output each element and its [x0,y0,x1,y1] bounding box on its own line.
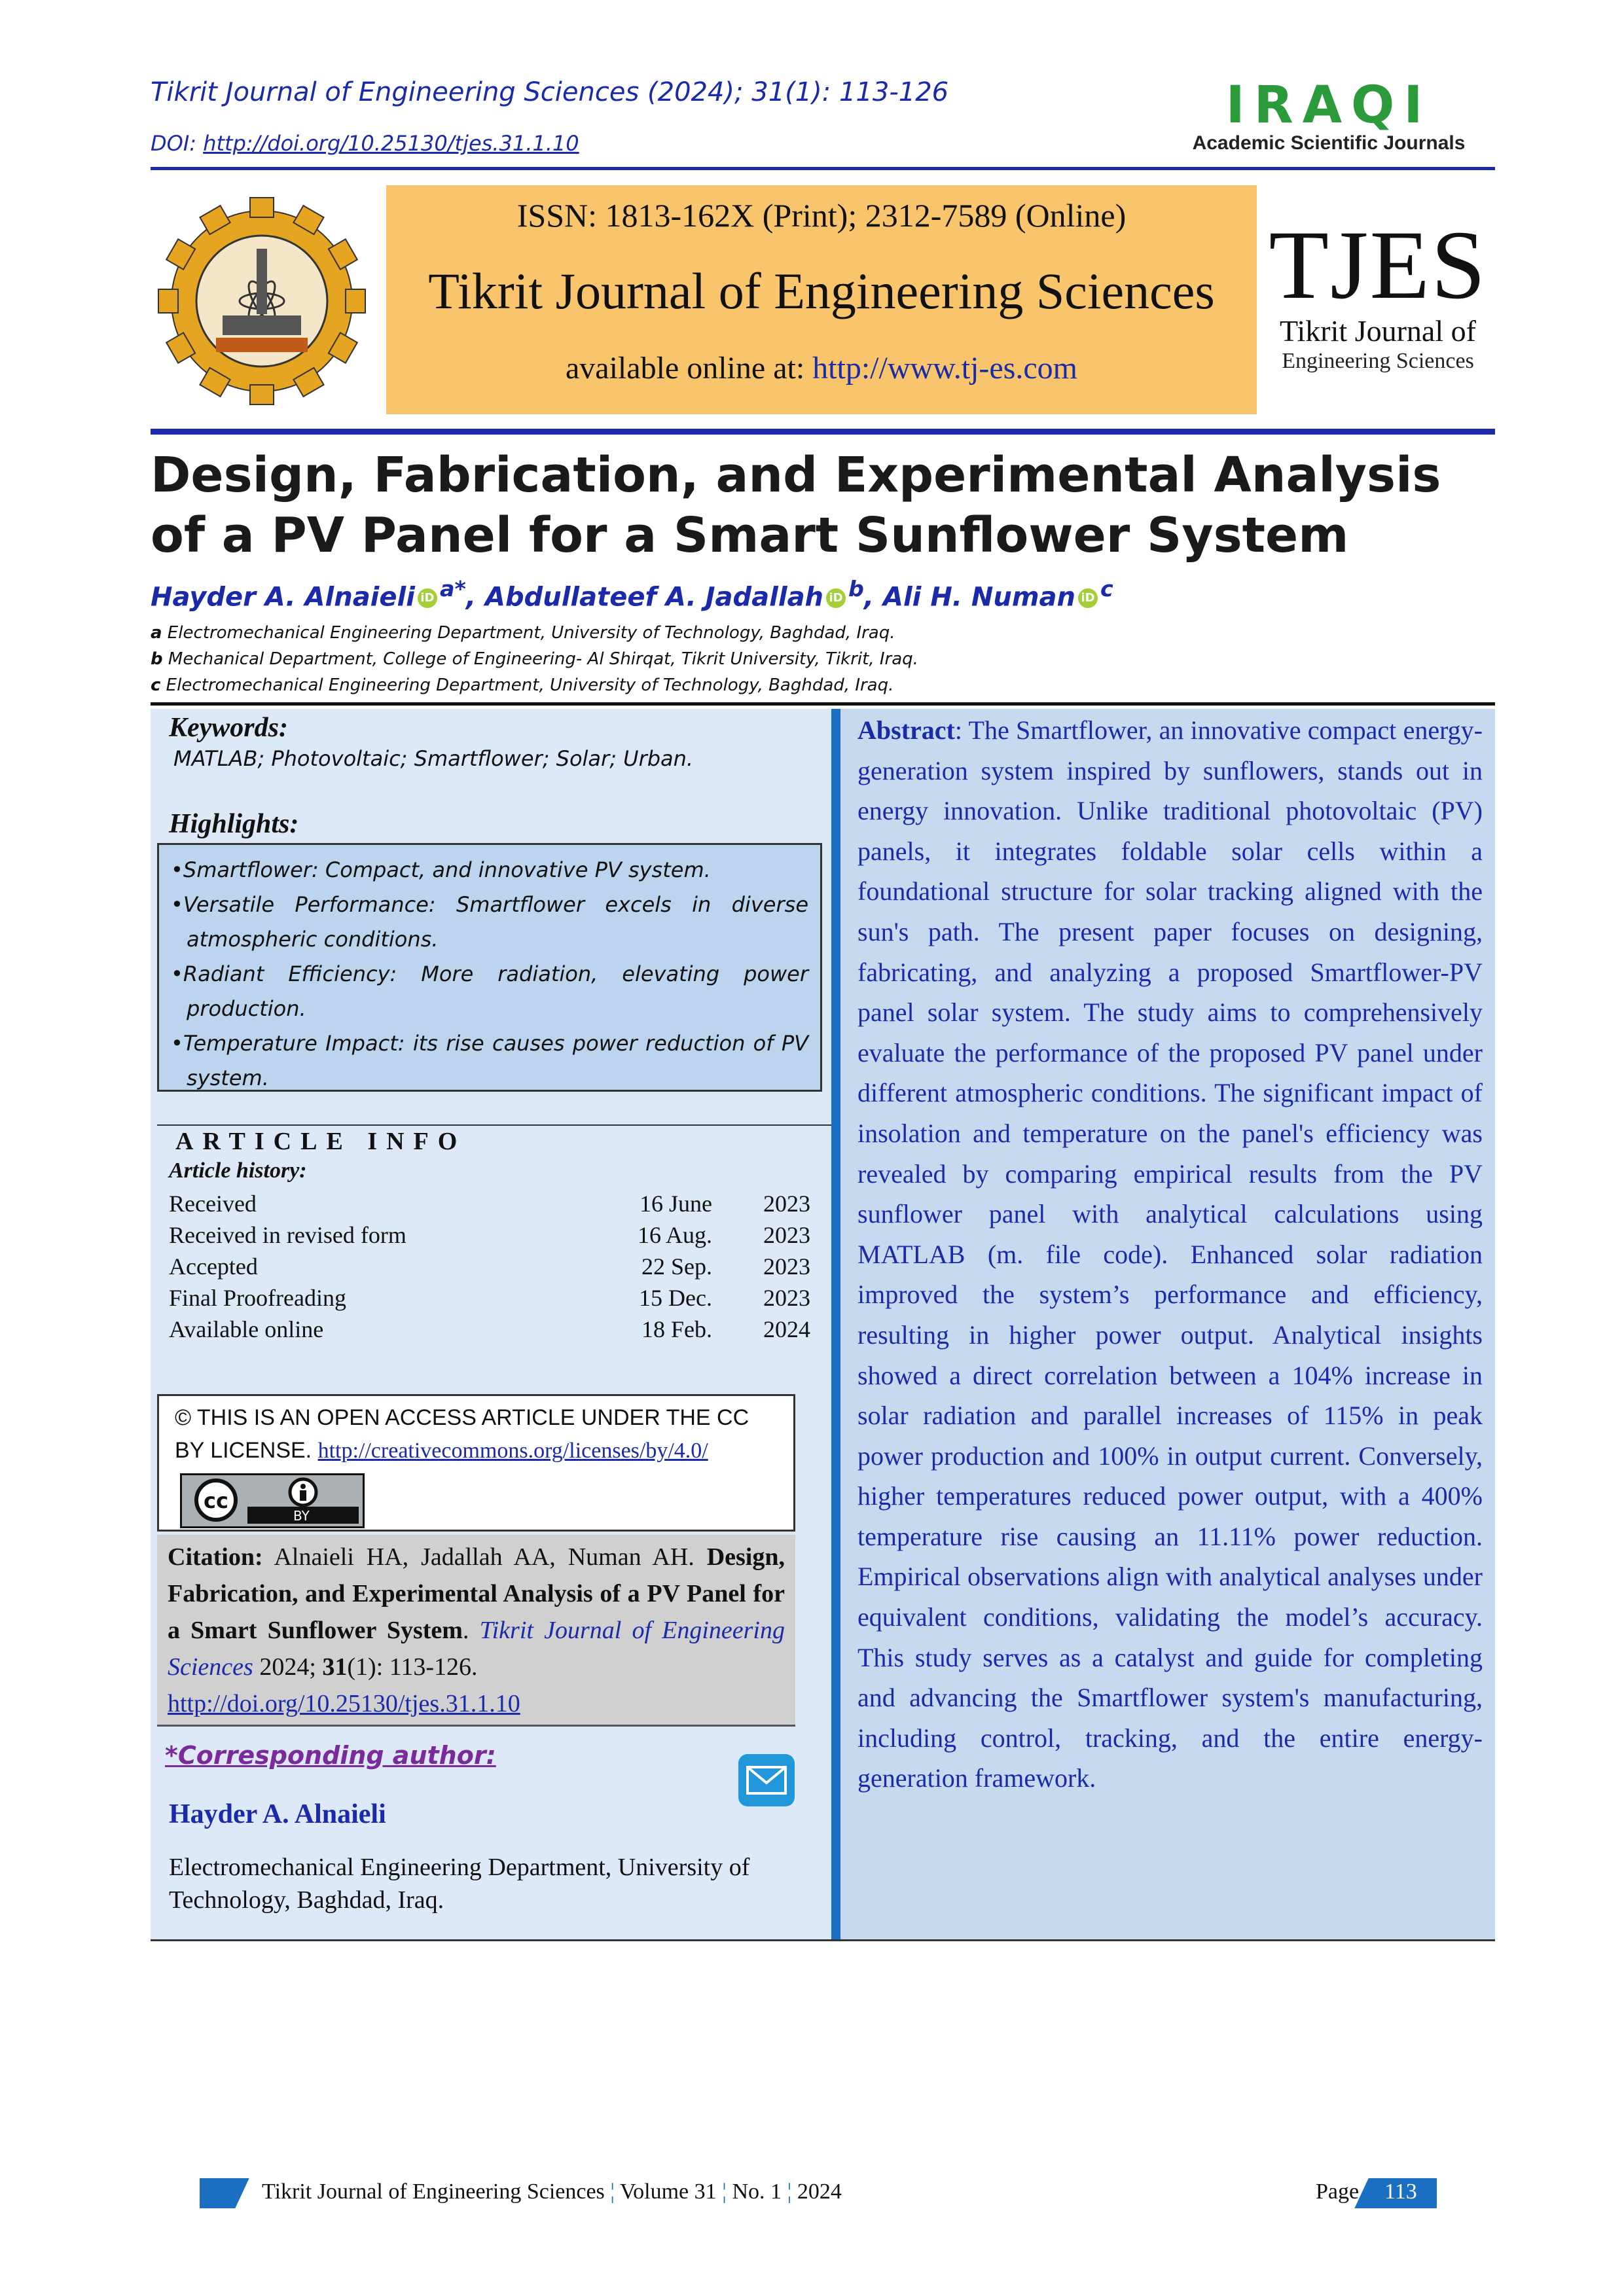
footer-journal: Tikrit Journal of Engineering Sciences [262,2179,605,2204]
footer-separator: ¦ [716,2179,732,2204]
iraqi-logo-text: IRAQI [1225,76,1432,135]
citation-volume: 31 [322,1653,348,1681]
corresponding-author-affiliation: Electromechanical Engineering Department, University of Technology, Baghdad, Iraq. [169,1854,750,1914]
citation-divider [157,1725,795,1727]
tjes-wordmark: TJES [1269,211,1487,319]
history-date: 16 Aug. [637,1222,712,1248]
affiliation-key: b [151,649,163,669]
author-separator: , [465,582,485,613]
journal-title: Tikrit Journal of Engineering Sciences [428,262,1215,319]
content-bottom-rule [151,1939,1495,1941]
column-divider [831,709,840,1939]
tjes-brand [1260,211,1496,374]
keywords-text: MATLAB; Photovoltaic; Smartflower; Solar; Urban. [173,746,694,771]
highlight-item: •Radiant Efficiency: More radiation, elevating power production. [171,961,808,1021]
footer-separator: ¦ [782,2179,797,2204]
history-date: 16 June [640,1191,712,1217]
highlight-item: •Smartflower: Compact, and innovative PV system. [171,857,711,882]
iraqi-logo-subtitle: Academic Scientific Journals [1192,132,1466,154]
envelope-icon[interactable] [738,1754,795,1806]
available-label: available online at: [565,351,813,386]
highlight-item: •Temperature Impact: its rise causes power reduction of PV system. [171,1031,808,1090]
history-row [169,1253,810,1284]
citation-pages: (1): 113-126. [347,1653,478,1681]
title-divider [151,429,1495,435]
tjes-brand-line1: Tikrit Journal of [1280,314,1476,348]
history-date: 22 Sep. [641,1253,712,1280]
tjes-brand-line2: Engineering Sciences [1282,349,1474,373]
history-label: Final Proofreading [169,1285,346,1311]
history-date: 15 Dec. [639,1285,712,1311]
svg-text:cc: cc [204,1488,228,1513]
journal-website-link[interactable]: http://www.tj-es.com [812,351,1078,386]
cc-by-icon[interactable] [180,1473,365,1528]
doi-line [151,131,579,156]
author-list [151,576,1113,612]
history-year: 2023 [763,1222,810,1248]
author-affiliation-mark: a* [439,576,466,601]
section-divider [151,702,1495,706]
abstract-label: Abstract [857,715,955,745]
highlights-box [157,843,822,1092]
doi-link[interactable]: http://doi.org/10.25130/tjes.31.1.10 [203,131,579,156]
issn-line: ISSN: 1813-162X (Print); 2312-7589 (Online) [516,197,1127,234]
author-name[interactable]: Abdullateef A. Jadallah [485,582,824,613]
history-row [169,1316,810,1347]
doi-label: DOI: [151,131,204,156]
article-history-heading: Article history: [169,1158,307,1183]
author-affiliation-mark: c [1100,576,1113,601]
footer-journal-info [262,2179,842,2204]
license-box [157,1394,795,1532]
citation-journal: Tikrit Journal of Engineering Sciences [168,1617,785,1681]
footer-page-label: Page [1316,2179,1360,2204]
license-link[interactable]: http://creativecommons.org/licenses/by/4.0/ [317,1439,708,1463]
history-label: Received [169,1191,257,1217]
article-info-divider [157,1124,831,1126]
footer-page-number: 113 [1384,2179,1417,2204]
citation-year: 2024; [253,1653,323,1681]
history-label: Available online [169,1316,324,1342]
iraqi-journals-logo[interactable] [1159,76,1499,154]
header-divider [151,167,1495,170]
keywords-heading: Keywords: [169,713,288,743]
history-date: 18 Feb. [641,1316,712,1342]
footer-separator: ¦ [604,2179,620,2204]
corresponding-author-name: Hayder A. Alnaieli [169,1799,386,1829]
affiliation-key: a [151,623,162,643]
author-affiliation-mark: b [848,576,864,601]
article-info-heading: ARTICLE INFO [175,1128,467,1155]
tikrit-university-logo-icon [157,196,367,406]
orcid-icon[interactable]: iD [826,588,846,608]
highlight-item: •Versatile Performance: Smartflower excels in diverse atmospheric conditions. [171,892,808,952]
history-row [169,1221,810,1253]
history-year: 2024 [763,1316,810,1342]
history-year: 2023 [763,1191,810,1217]
paper-title: Design, Fabrication, and Experimental Analysis of a PV Panel for a Smart Sunflower System [151,447,1441,564]
footer-volume: Volume 31 [619,2179,717,2204]
history-year: 2023 [763,1253,810,1280]
citation-title: Design, Fabrication, and Experimental Analysis of a PV Panel for a Smart Sunflower System [168,1543,785,1644]
history-year: 2023 [763,1285,810,1311]
abstract [857,710,1483,1799]
citation-label: Citation: [168,1543,263,1571]
history-label: Accepted [169,1253,258,1280]
author-name[interactable]: Hayder A. Alnaieli [151,582,415,613]
author-name[interactable]: Ali H. Numan [883,582,1076,613]
affiliation-b [151,649,918,669]
highlights-heading: Highlights: [169,809,299,839]
license-text: © THIS IS AN OPEN ACCESS ARTICLE UNDER THE CC BY LICENSE. [175,1405,749,1463]
affiliation-c [151,675,893,695]
author-separator: , [863,582,884,613]
affiliation-key: c [151,675,161,695]
license-statement [175,1401,778,1467]
history-row [169,1284,810,1316]
affiliation-text: Electromechanical Engineering Department, University of Technology, Baghdad, Iraq. [162,623,895,643]
footer-number: No. 1 [732,2179,782,2204]
availability-line [386,350,1257,386]
citation-box: Citation: Alnaieli HA, Jadallah AA, Numan AH. Design, Fabrication, and Experimental Analysis of a PV Panel for a Smart Sunflower System. Tikrit Journal of Engineering Sciences 2024; 31(1): 113-126. http://doi.org/10.25130/tjes.31.1.10 [157,1535,795,1725]
footer-year: 2024 [797,2179,842,2204]
orcid-icon[interactable]: iD [1078,588,1098,608]
citation-authors: Alnaieli HA, Jadallah AA, Numan AH. [262,1543,707,1571]
abstract-text: : The Smartflower, an innovative compact energy-generation system inspired by sunflowers, stands out in energy innovation. Unlike traditional photovoltaic (PV) panels, it integrates foldable solar cells within a foundational structure for solar tracking aligned with the sun's path. The present paper focuses on designing, fabricating, and analyzing a proposed Smartflower-PV panel solar system. The study aims to comprehensively evaluate the performance of the proposed PV panel under different atmospheric conditions. The significant impact of insolation and temperature on the panel's efficiency was revealed by comparing empirical results from the PV sunflower panel with analytical calculations using MATLAB (m. file code). Enhanced solar radiation improved the system’s performance and efficiency, resulting in higher power output. Analytical insights showed a direct correlation between a 104% increase in solar radiation and parallel increases of 115% in peak power production and 100% in output current. Conversely, higher temperatures reduced power output, with a 400% temperature rise causing an 11.11% power reduction. Empirical observations align with analytical analyses under equivalent conditions, validating the model’s accuracy. This study serves as a catalyst and guide for completing and advancing the Smartflower system's manufacturing, including control, tracking, and the entire energy-generation framework. [857,715,1483,1793]
corresponding-author-heading: *Corresponding author: [165,1741,496,1770]
affiliation-a [151,623,895,643]
cc-by-label: BY [293,1508,310,1524]
affiliation-text: Electromechanical Engineering Department, University of Technology, Baghdad, Iraq. [160,675,894,695]
history-label: Received in revised form [169,1222,406,1248]
history-row [169,1190,810,1221]
citation-doi-link[interactable]: http://doi.org/10.25130/tjes.31.1.10 [168,1690,520,1717]
orcid-icon[interactable]: iD [418,588,437,608]
journal-citation-line: Tikrit Journal of Engineering Sciences (2024); 31(1): 113-126 [151,77,949,107]
affiliation-text: Mechanical Department, College of Engineering- Al Shirqat, Tikrit University, Tikrit, Iraq. [162,649,918,669]
